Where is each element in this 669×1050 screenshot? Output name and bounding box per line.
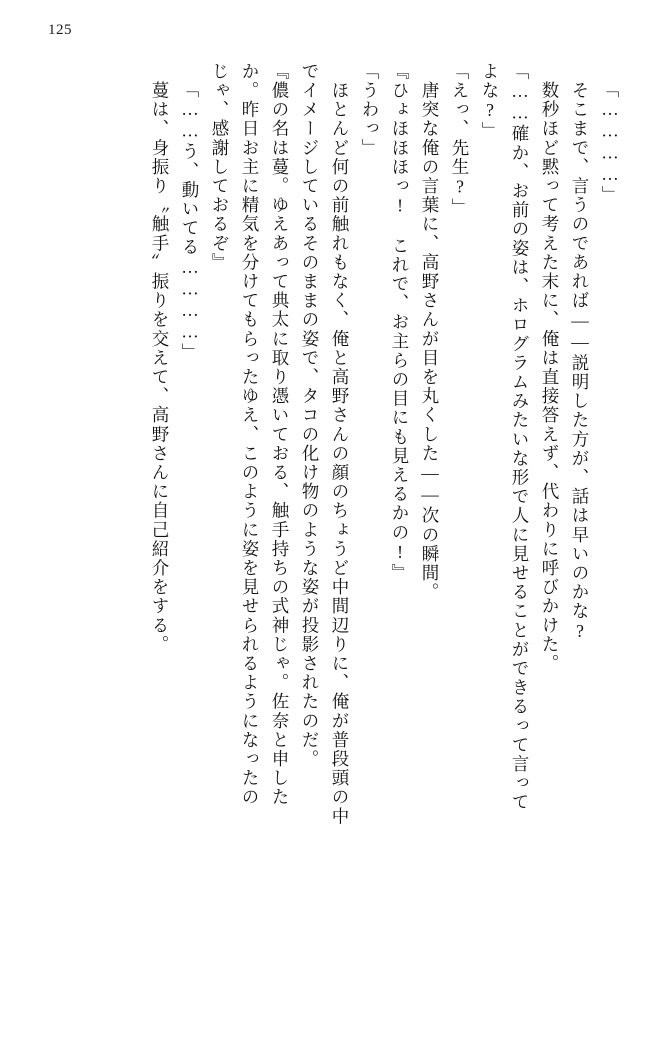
- text-line: じゃ、感謝しておるぞ』: [210, 62, 230, 273]
- text-line: 数秒ほど黙って考えた末に、俺は直接答えず、代わりに呼びかけた。: [540, 62, 560, 674]
- text-line: 「……う、動いてる…………」: [180, 80, 200, 363]
- text-line: よな?」: [480, 62, 500, 141]
- text-line: 蔓は、身振り〝触手〟振りを交えて、高野さんに自己紹介をする。: [150, 62, 170, 655]
- text-line: そこまで、言うのであれば――説明した方が、話は早いのかな?: [570, 62, 590, 643]
- text-line: 「えっ、先生?」: [450, 62, 470, 218]
- text-line: 「……確か、お前の姿は、ホログラムみたいな形で人に見せることができるって言って: [510, 62, 530, 812]
- text-line: 「…………」: [600, 80, 620, 205]
- text-line: ほとんど何の前触れもなく、俺と高野さんの顔のちょうど中間辺りに、俺が普段頭の中: [330, 62, 350, 826]
- text-line: でイメージしているそのままの姿で、タコの化け物のような姿が投影されたのだ。: [300, 62, 320, 769]
- text-line: か。昨日お主に精気を分けてもらったゆえ、このように姿を見せられるようになったの: [240, 62, 260, 807]
- text-line: 唐突な俺の言葉に、高野さんが目を丸くした――次の瞬間。: [420, 62, 440, 602]
- text-line: 『ひょほほほっ! これで、お主らの目にも見えるかの!』: [390, 62, 410, 583]
- vertical-text-body: [44, 62, 625, 1012]
- text-line: 「うわっ」: [360, 62, 380, 158]
- text-line: 『儂の名は蔓。ゆえあって典太に取り憑いておる、触手持ちの式神じゃ。佐奈と申した: [270, 62, 290, 807]
- page-number: 125: [48, 22, 72, 38]
